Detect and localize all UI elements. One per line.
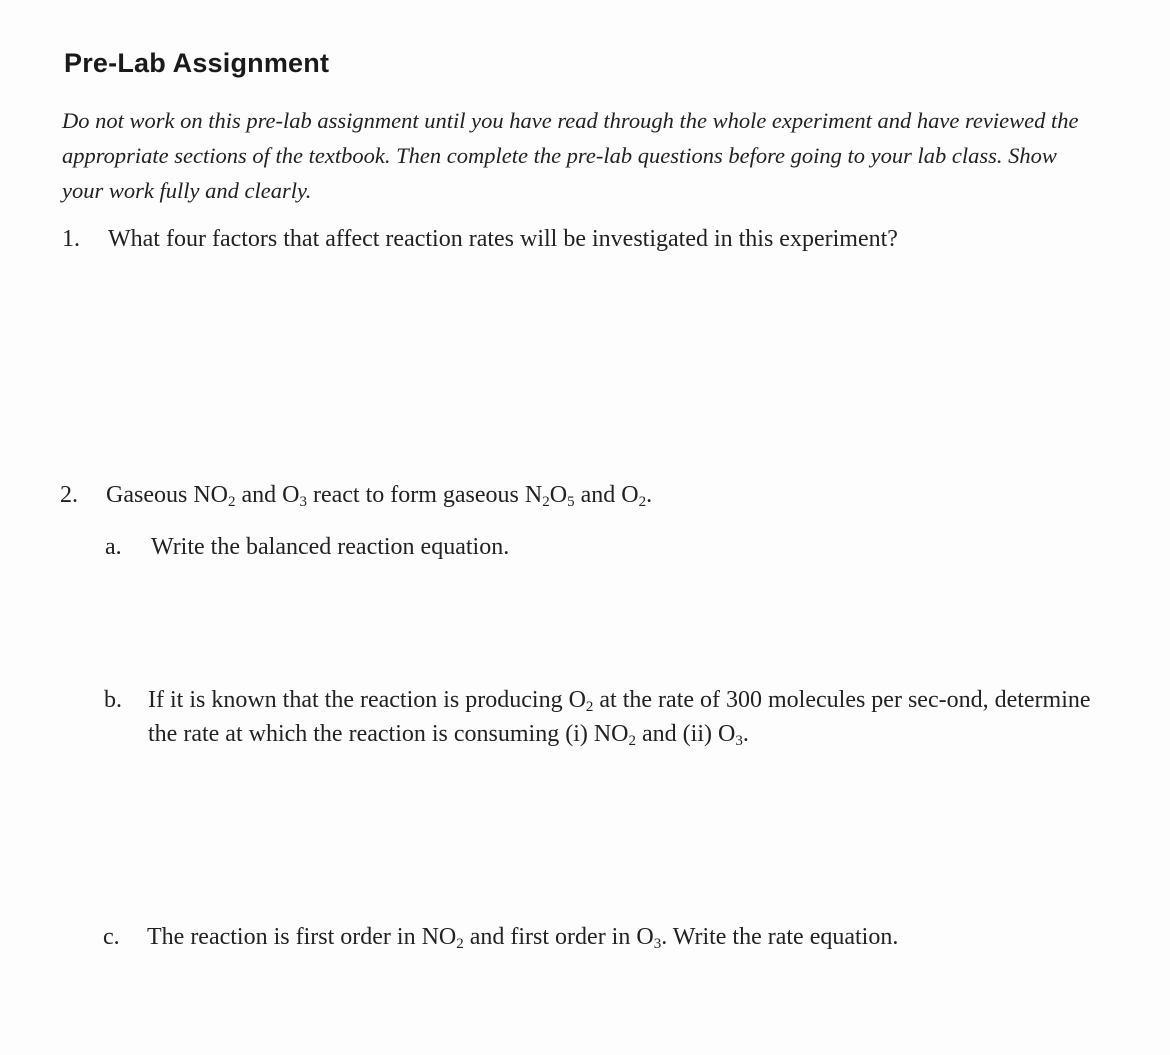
page-title: Pre-Lab Assignment bbox=[64, 48, 330, 78]
question-2a-text: Write the balanced reaction equation. bbox=[151, 534, 510, 560]
question-2c-label: c. bbox=[103, 924, 120, 950]
question-1-number: 1. bbox=[62, 226, 80, 252]
question-2b bbox=[104, 683, 1114, 763]
question-2c-text: The reaction is first order in $NO_2$ and first order in $O_3$. Write the rate equation. bbox=[147, 924, 899, 952]
question-2b-text: If it is known that the reaction is producing $O_2$ at the rate of 300 molecules per sec-ond, determine the rate at which the reaction is consuming (i) $NO_2$ and (ii) $O_3$. bbox=[148, 687, 1091, 749]
question-2a-label: a. bbox=[105, 534, 122, 560]
question-1-text: What four factors that affect reaction rates will be investigated in this experiment? bbox=[108, 226, 898, 252]
question-1 bbox=[62, 222, 1122, 262]
question-2a bbox=[105, 530, 1105, 570]
question-2-text: Gaseous $NO_2$ and $O_3$ react to form gaseous $N_2O_5$ and $O_2$. bbox=[106, 482, 653, 510]
question-2b-label: b. bbox=[104, 687, 122, 713]
question-2 bbox=[60, 478, 1120, 518]
instructions-paragraph: Do not work on this pre-lab assignment until you have read through the whole experiment and have reviewed the appropriate sections of the textbook. Then complete the pre-lab questions before going to your lab class. Show your work fully and clearly. bbox=[62, 108, 1079, 203]
question-2c bbox=[103, 920, 1113, 960]
question-2-number: 2. bbox=[60, 482, 78, 508]
